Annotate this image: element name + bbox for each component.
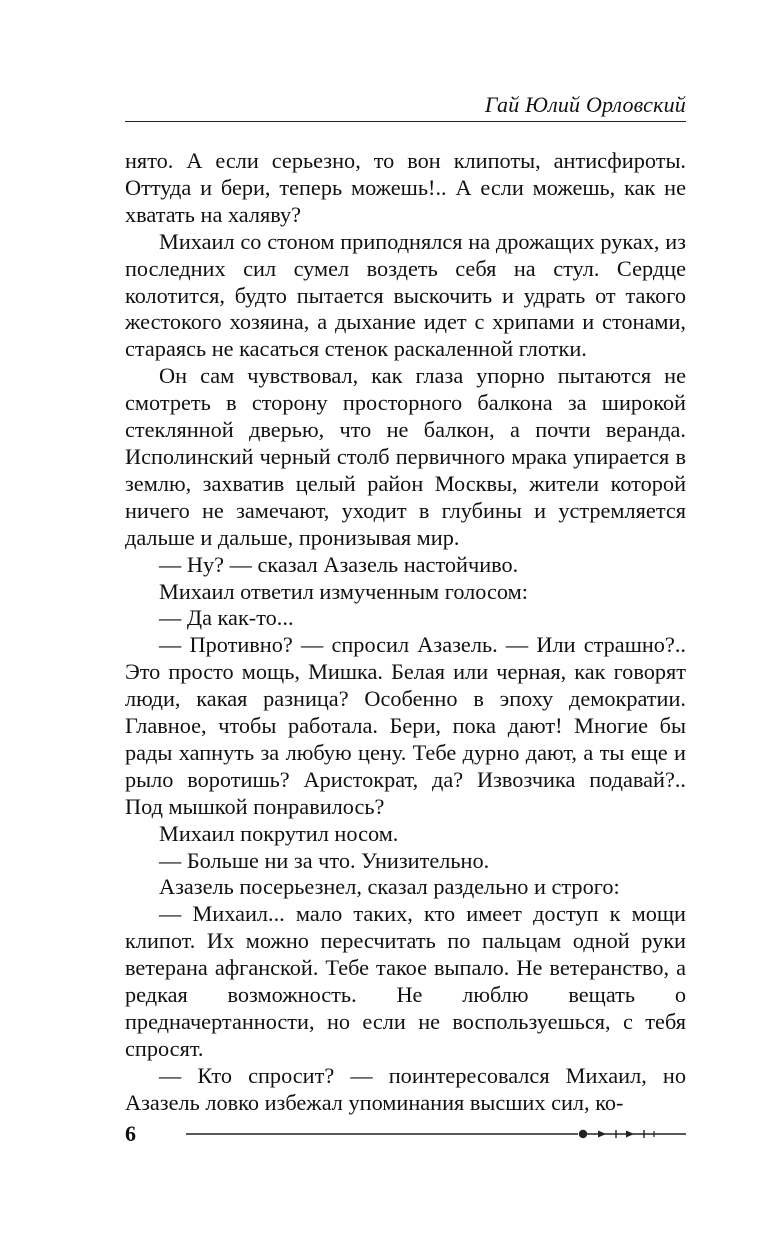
- running-head: Гай Юлий Орловский: [484, 92, 686, 117]
- paragraph: Он сам чувствовал, как глаза упорно пытаются не смотреть в сторону просторного балкона за широкой стеклянной дверью, что не балкон, а почти веранда. Исполинский черный столб первичного мрака упирается в землю, захватив целый район Москвы, жители которой ничего не замечают, уходит в глубины и устремляется дальше и дальше, пронизывая мир.: [125, 363, 686, 550]
- page-number: 6: [125, 1121, 136, 1146]
- footer-ornament: [186, 1126, 686, 1142]
- paragraph: — Больше ни за что. Унизительно.: [159, 847, 490, 873]
- paragraph: — Михаил... мало таких, кто имеет доступ к мощи клипот. Их можно пересчитать по пальцам одной руки ветерана афганской. Тебе такое выпало. Не ветеранство, а редкая возможность. Не люблю вещать о предначертанности, но если не воспользуешься, с тебя спросят.: [125, 901, 686, 1061]
- header-rule: [125, 121, 686, 122]
- paragraph: — Ну? — сказал Азазель настойчиво.: [159, 551, 519, 577]
- paragraph: Михаил покрутил носом.: [159, 820, 399, 846]
- paragraph: Азазель посерьезнел, сказал раздельно и строго:: [159, 874, 620, 900]
- paragraph: — Противно? — спросил Азазель. — Или страшно?.. Это просто мощь, Мишка. Белая или черная, как говорят люди, какая разница? Особенно в эпоху демократии. Главное, чтобы работала. Бери, пока дают! Многие бы рады хапнуть за любую цену. Тебе дурно дают, а ты еще и рыло воротишь? Аристократ, да? Извозчика подавай?.. Под мышкой понравилось?: [125, 632, 686, 819]
- body-text: [125, 148, 686, 1117]
- paragraph: Михаил со стоном приподнялся на дрожащих руках, из последних сил сумел воздеть себя на стул. Сердце колотится, будто пытается выскочить и удрать от такого жестокого хозяина, а дыхание идет с хрипами и стонами, стараясь не касаться стенок раскаленной глотки.: [125, 228, 686, 362]
- paragraph: — Кто спросит? — поинтересовался Михаил, но Азазель ловко избежал упоминания высших сил, ко-: [125, 1062, 686, 1115]
- paragraph: нято. А если серьезно, то вон клипоты, антисфироты. Оттуда и бери, теперь можешь!.. А если можешь, как не хватать на халяву?: [125, 148, 686, 227]
- paragraph: Михаил ответил измученным голосом:: [159, 578, 528, 604]
- paragraph: — Да как-то...: [159, 605, 294, 631]
